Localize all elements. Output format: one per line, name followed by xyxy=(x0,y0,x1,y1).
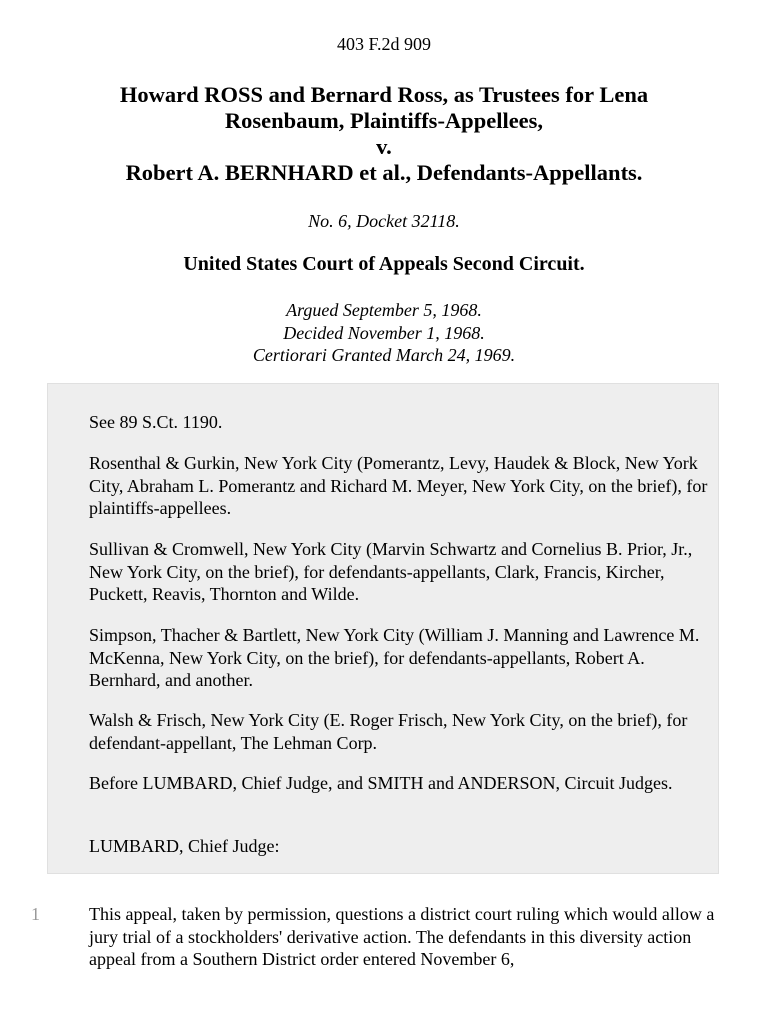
counsel-paragraph: Simpson, Thacher & Bartlett, New York City (William J. Manning and Lawrence M. McKenna, New York City, on the brief), for defendants-appellants, Robert A. Bernhard, and another. xyxy=(89,625,700,690)
case-dates xyxy=(0,299,768,367)
title-line: Howard ROSS and Bernard Ross, as Trustees for Lena xyxy=(119,82,649,107)
see-also: See 89 S.Ct. 1190. xyxy=(89,412,223,432)
title-line: v. xyxy=(376,134,392,159)
panel-judges: Before LUMBARD, Chief Judge, and SMITH and ANDERSON, Circuit Judges. xyxy=(89,773,673,793)
certiorari-date: Certiorari Granted March 24, 1969. xyxy=(252,345,516,365)
title-line: Robert A. BERNHARD et al., Defendants-Appellants. xyxy=(125,160,643,185)
citation: 403 F.2d 909 xyxy=(336,34,432,54)
docket-number: No. 6, Docket 32118. xyxy=(308,211,460,231)
argued-date: Argued September 5, 1968. xyxy=(286,300,482,320)
opinion-paragraph: This appeal, taken by permission, questions a district court ruling which would allow a jury trial of a stockholders' derivative action. The defendants in this diversity action appeal from a Southern District order entered November 6, xyxy=(89,904,715,970)
paragraph-number: 1 xyxy=(31,904,40,924)
opinion-author: LUMBARD, Chief Judge: xyxy=(89,836,280,856)
title-line: Rosenbaum, Plaintiffs-Appellees, xyxy=(224,108,544,133)
court-name: United States Court of Appeals Second Circuit. xyxy=(183,253,585,275)
case-title xyxy=(60,82,708,186)
counsel-paragraph: Rosenthal & Gurkin, New York City (Pomerantz, Levy, Haudek & Block, New York City, Abraham L. Pomerantz and Richard M. Meyer, New York City, on the brief), for plaintiffs-appellees. xyxy=(89,453,708,518)
decided-date: Decided November 1, 1968. xyxy=(283,322,485,343)
counsel-paragraph: Walsh & Frisch, New York City (E. Roger Frisch, New York City, on the brief), for defendant-appellant, The Lehman Corp. xyxy=(89,710,688,753)
counsel-paragraph: Sullivan & Cromwell, New York City (Marvin Schwartz and Cornelius B. Prior, Jr., New York City, on the brief), for defendants-appellants, Clark, Francis, Kircher, Puckett, Reavis, Thornton and Wilde. xyxy=(89,539,693,604)
counsel-box xyxy=(47,383,719,874)
